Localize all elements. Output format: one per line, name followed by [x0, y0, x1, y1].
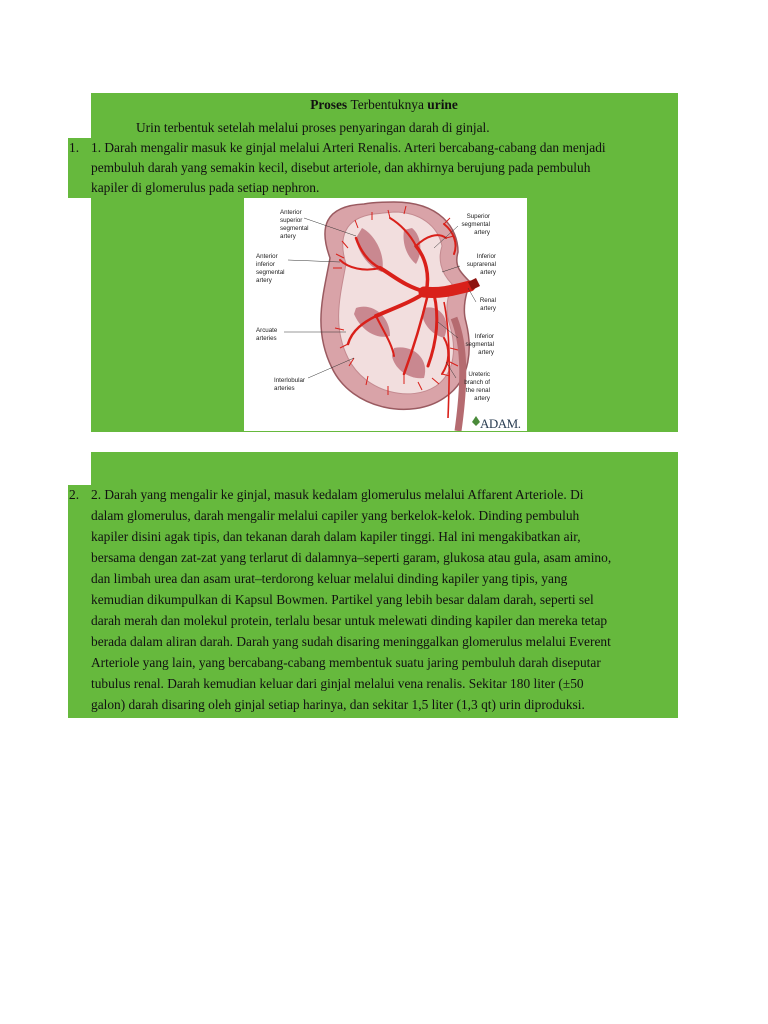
label-inferior-suprarenal: Inferior suprarenal artery: [466, 253, 496, 276]
item2-line-10: tubulus renal. Darah kemudian keluar dari ginjal melalui vena renalis. Sekitar 180 liter (±50: [91, 676, 584, 691]
kidney-artery-figure: [244, 198, 527, 431]
list-marker-1: 1.: [69, 140, 80, 155]
label-renal-artery: Renal artery: [479, 297, 496, 312]
label-arcuate: Arcuate arteries: [256, 327, 278, 342]
title-word-1: Proses: [310, 97, 348, 112]
title-word-2: Terbentuknya: [350, 97, 424, 112]
item2-line-11: galon) darah disaring oleh ginjal setiap harinya, dan sekitar 1,5 liter (1,3 qt) urin diproduksi.: [91, 697, 585, 712]
adam-logo: [472, 416, 521, 431]
item2-line-6: kemudian dikumpulkan di Kapsul Bowmen. Partikel yang lebih besar dalam darah, seperti sel: [91, 592, 594, 607]
svg-text:ADAM.: ADAM.: [480, 416, 521, 431]
item1-line-1: 1. Darah mengalir masuk ke ginjal melalui Arteri Renalis. Arteri bercabang-cabang dan menjadi: [91, 140, 606, 155]
item2-line-5: dan limbah urea dan asam urat–terdorong keluar melalui dinding kapiler yang tipis, yang: [91, 571, 568, 586]
item2-line-3: kapiler disini agak tipis, dan tekanan darah dalam kapiler tinggi. Hal ini mengakibatkan air,: [91, 529, 581, 544]
label-anterior-inferior: Anterior inferior segmental artery: [256, 253, 285, 284]
label-ureteric-branch: Ureteric branch of the renal artery: [464, 371, 490, 402]
intro-paragraph: Urin terbentuk setelah melalui proses penyaringan darah di ginjal.: [136, 120, 490, 135]
label-superior-segmental: Superior segmental artery: [461, 213, 490, 236]
item2-line-9: Arteriole yang lain, yang bercabang-cabang membentuk suatu jaring pembuluh darah diseputar: [91, 655, 601, 670]
item1-line-2: pembuluh darah yang semakin kecil, disebut arteriole, dan akhirnya berujung pada pembuluh: [91, 160, 591, 175]
item2-line-4: bersama dengan zat-zat yang terlarut di dalamnya–seperti garam, glukosa atau gula, asam amino,: [91, 550, 612, 565]
item2-line-2: dalam glomerulus, darah mengalir melalui capiler yang berkelok-kelok. Dinding pembuluh: [91, 508, 580, 523]
highlight-gap: [91, 452, 678, 485]
document-title: [0, 95, 768, 115]
item2-line-8: berada dalam aliran darah. Darah yang sudah disaring meninggalkan glomerulus melalui Everent: [91, 634, 611, 649]
list-marker-2: 2.: [69, 487, 80, 502]
label-anterior-superior: Anterior superior segmental artery: [280, 209, 309, 240]
item1-line-3: kapiler di glomerulus pada setiap nephron.: [91, 180, 320, 195]
item2-line-7: darah merah dan molekul protein, terlalu besar untuk melewati dinding kapiler dan mereka tetap: [91, 613, 608, 628]
label-inferior-segmental: Inferior segmental artery: [465, 333, 494, 356]
label-interlobular: Interlobular arteries: [274, 377, 305, 392]
item2-line-1: 2. Darah yang mengalir ke ginjal, masuk kedalam glomerulus melalui Affarent Arteriole. Di: [91, 487, 584, 502]
kidney-illustration: [244, 198, 527, 431]
title-word-3: urine: [427, 97, 458, 112]
